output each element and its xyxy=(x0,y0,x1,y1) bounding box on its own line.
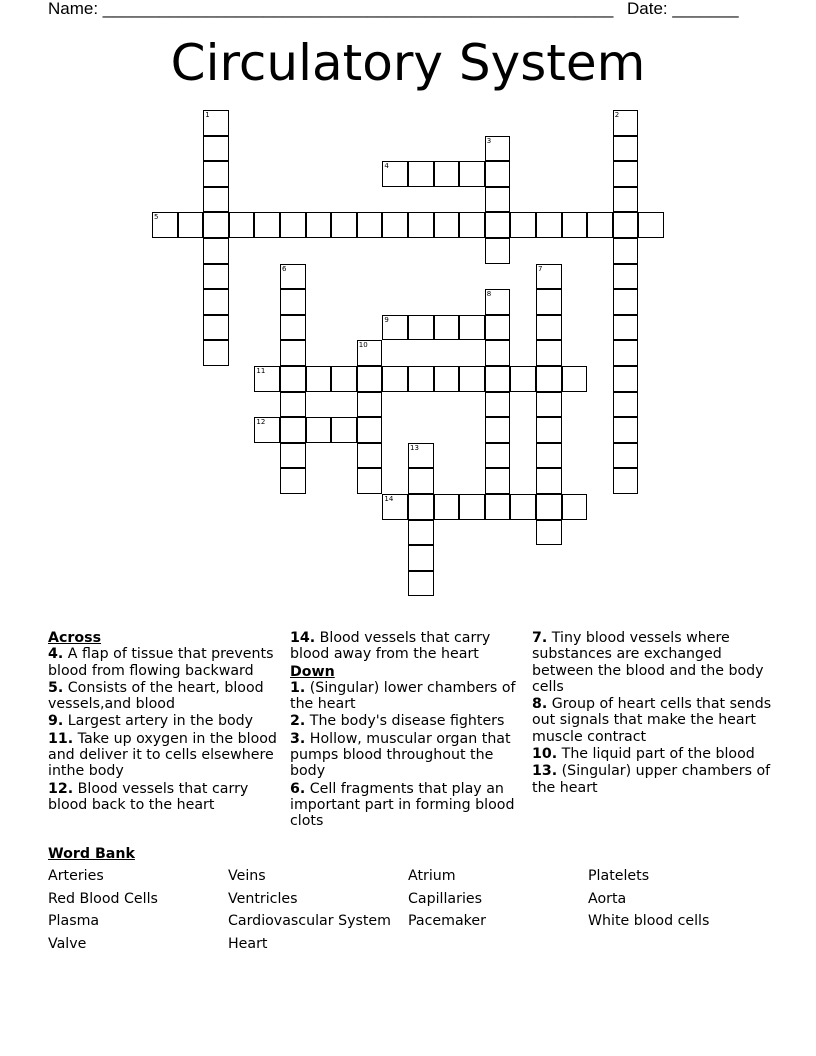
grid-cell[interactable] xyxy=(485,443,511,469)
clue-number-label: 11 xyxy=(256,367,266,375)
clue-number-label: 10 xyxy=(358,341,368,350)
word-bank-item: Atrium xyxy=(408,868,456,884)
word-bank-item: Heart xyxy=(228,936,268,952)
grid-cell[interactable] xyxy=(485,340,511,366)
grid-cell[interactable] xyxy=(357,443,383,469)
clue-number-label: 3 xyxy=(486,136,492,145)
clue-number: 3. xyxy=(290,730,306,747)
grid-cell[interactable] xyxy=(536,340,562,366)
word-bank-item: Ventricles xyxy=(228,891,298,907)
grid-cell[interactable] xyxy=(203,315,229,341)
grid-cell[interactable] xyxy=(434,161,460,187)
clues-column-1 xyxy=(48,630,280,814)
grid-cell[interactable] xyxy=(203,161,229,187)
grid-cell[interactable] xyxy=(357,212,383,238)
clue-number: 12. xyxy=(48,780,74,797)
grid-cell[interactable] xyxy=(536,443,562,469)
clue-number-label: 6 xyxy=(282,264,287,273)
clue-text: Blood vessels that carry blood back to the heart xyxy=(48,780,249,813)
clue-number-label: 13 xyxy=(410,443,419,452)
down-clue xyxy=(532,763,772,796)
down-clue xyxy=(290,680,522,713)
grid-cell[interactable] xyxy=(408,494,434,520)
grid-cell[interactable] xyxy=(536,494,562,520)
grid-cell[interactable] xyxy=(408,520,434,546)
clue-number-label: 9 xyxy=(384,315,389,324)
clue-text: Largest artery in the body xyxy=(63,713,254,730)
grid-cell[interactable] xyxy=(613,264,639,290)
grid-cell[interactable] xyxy=(280,315,306,341)
clue-number: 2. xyxy=(290,713,306,730)
grid-cell[interactable] xyxy=(434,212,460,238)
grid-cell[interactable] xyxy=(408,571,434,597)
across-clue xyxy=(48,713,280,729)
clue-number: 5. xyxy=(48,679,64,696)
clue-number: 9. xyxy=(48,713,64,730)
clue-number: 11. xyxy=(48,730,74,747)
grid-cell[interactable] xyxy=(613,136,639,162)
grid-cell[interactable] xyxy=(280,443,306,469)
clue-number-label: 14 xyxy=(384,495,394,503)
word-bank-item: Veins xyxy=(228,868,266,884)
grid-cell[interactable] xyxy=(485,366,511,392)
grid-cell[interactable] xyxy=(382,212,408,238)
clue-number: 13. xyxy=(532,763,558,780)
across-clue xyxy=(48,646,280,679)
grid-cell[interactable] xyxy=(485,417,511,443)
word-bank-item: Platelets xyxy=(588,868,650,884)
grid-cell[interactable] xyxy=(280,366,306,392)
grid-cell[interactable] xyxy=(562,366,588,392)
grid-cell[interactable] xyxy=(382,366,408,392)
grid-cell[interactable] xyxy=(331,366,357,392)
grid-cell[interactable] xyxy=(638,212,664,238)
grid-cell[interactable] xyxy=(434,315,460,341)
down-clue xyxy=(290,713,522,729)
grid-cell[interactable] xyxy=(485,315,511,341)
clue-text: (Singular) upper chambers of the heart xyxy=(532,763,771,796)
grid-cell[interactable] xyxy=(203,187,229,213)
grid-cell[interactable] xyxy=(485,494,511,520)
grid-cell[interactable] xyxy=(536,212,562,238)
grid-cell[interactable] xyxy=(434,366,460,392)
clue-number-label: 8 xyxy=(486,290,492,299)
grid-cell[interactable] xyxy=(408,366,434,392)
grid-cell[interactable] xyxy=(229,212,255,238)
clue-number-label: 2 xyxy=(614,111,620,119)
clue-number: 10. xyxy=(532,746,558,763)
grid-cell[interactable] xyxy=(510,366,536,392)
grid-cell[interactable] xyxy=(510,494,536,520)
clue-text: Hollow, muscular organ that pumps blood throughout the body xyxy=(290,730,511,780)
word-bank-item: Red Blood Cells xyxy=(48,891,158,907)
grid-cell[interactable] xyxy=(357,417,383,443)
date-field-label: Date: _______ xyxy=(627,0,739,18)
grid-cell[interactable] xyxy=(587,212,613,238)
grid-cell[interactable] xyxy=(485,468,511,494)
word-bank-item: Aorta xyxy=(588,891,627,907)
word-bank-item: Capillaries xyxy=(408,891,483,907)
grid-cell[interactable] xyxy=(331,417,357,443)
clue-number-label: 1 xyxy=(205,111,210,119)
grid-cell[interactable] xyxy=(178,212,204,238)
grid-cell[interactable] xyxy=(613,161,639,187)
grid-cell[interactable] xyxy=(536,392,562,418)
down-clue xyxy=(532,746,772,762)
clues-column-2 xyxy=(290,630,522,831)
clue-text: Group of heart cells that sends out signals that make the heart muscle contract xyxy=(532,696,772,745)
grid-cell[interactable] xyxy=(408,315,434,341)
clue-number: 8. xyxy=(532,696,548,713)
grid-cell[interactable] xyxy=(331,212,357,238)
grid-cell[interactable] xyxy=(613,392,639,418)
clue-text: Take up oxygen in the blood and deliver it to cells elsewhere inthe body xyxy=(48,730,277,780)
grid-cell[interactable] xyxy=(562,212,588,238)
page-title: Circulatory System xyxy=(170,34,646,92)
clues-column-3 xyxy=(532,630,772,797)
clue-number-label: 4 xyxy=(384,162,389,171)
grid-cell[interactable] xyxy=(306,417,332,443)
grid-cell[interactable] xyxy=(203,212,229,238)
grid-cell[interactable] xyxy=(408,545,434,571)
word-bank-item: Cardiovascular System xyxy=(228,913,391,929)
grid-cell[interactable] xyxy=(280,289,306,315)
grid-cell[interactable] xyxy=(613,468,639,494)
across-heading: Across xyxy=(48,630,102,646)
grid-cell[interactable] xyxy=(536,468,562,494)
grid-cell[interactable] xyxy=(613,212,639,238)
clue-text: The body's disease fighters xyxy=(305,713,505,730)
word-bank-item: Valve xyxy=(48,936,87,952)
grid-cell[interactable] xyxy=(485,392,511,418)
word-bank-item: Arteries xyxy=(48,868,104,884)
grid-cell[interactable] xyxy=(280,212,306,238)
down-clue xyxy=(532,630,772,695)
word-bank-item: White blood cells xyxy=(588,913,710,929)
grid-cell[interactable] xyxy=(357,468,383,494)
grid-cell[interactable] xyxy=(613,340,639,366)
grid-cell[interactable] xyxy=(510,212,536,238)
name-field-label: Name: ______________________________________________________ xyxy=(48,0,614,18)
grid-cell[interactable] xyxy=(280,392,306,418)
clue-number-label: 12 xyxy=(256,418,266,427)
across-clue xyxy=(48,731,280,780)
down-heading: Down xyxy=(290,663,335,680)
grid-cell[interactable] xyxy=(562,494,588,520)
clue-text: (Singular) lower chambers of the heart xyxy=(290,679,516,713)
clue-text: Blood vessels that carry blood away from the heart xyxy=(290,630,491,663)
grid-cell[interactable] xyxy=(613,417,639,443)
clue-number-label: 7 xyxy=(538,264,543,273)
down-clue xyxy=(532,696,772,745)
grid-cell[interactable] xyxy=(613,289,639,315)
grid-cell[interactable] xyxy=(357,392,383,418)
grid-cell[interactable] xyxy=(408,212,434,238)
grid-cell[interactable] xyxy=(459,494,485,520)
clue-number: 7. xyxy=(532,630,548,646)
grid-cell[interactable] xyxy=(459,366,485,392)
down-clue xyxy=(290,781,522,830)
grid-cell[interactable] xyxy=(203,340,229,366)
word-bank-item: Pacemaker xyxy=(408,913,486,929)
grid-cell[interactable] xyxy=(485,187,511,213)
grid-cell[interactable] xyxy=(254,212,280,238)
grid-cell[interactable] xyxy=(203,264,229,290)
clue-number: 4. xyxy=(48,646,64,663)
grid-cell[interactable] xyxy=(613,315,639,341)
clue-text: The liquid part of the blood xyxy=(557,746,755,763)
grid-cell[interactable] xyxy=(203,136,229,162)
grid-cell[interactable] xyxy=(536,366,562,392)
grid-cell[interactable] xyxy=(408,468,434,494)
grid-cell[interactable] xyxy=(280,417,306,443)
grid-cell[interactable] xyxy=(613,238,639,264)
grid-cell[interactable] xyxy=(536,289,562,315)
grid-cell[interactable] xyxy=(408,161,434,187)
grid-cell[interactable] xyxy=(485,238,511,264)
grid-cell[interactable] xyxy=(613,443,639,469)
grid-cell[interactable] xyxy=(357,366,383,392)
grid-cell[interactable] xyxy=(536,520,562,546)
word-bank-heading: Word Bank xyxy=(48,846,135,862)
grid-cell[interactable] xyxy=(485,212,511,238)
clue-text: Tiny blood vessels where substances are exchanged between the blood and the body cells xyxy=(532,630,764,695)
grid-cell[interactable] xyxy=(280,340,306,366)
clue-text: Cell fragments that play an important part in forming blood clots xyxy=(290,780,515,830)
grid-cell[interactable] xyxy=(459,212,485,238)
grid-cell[interactable] xyxy=(485,161,511,187)
clue-number: 14. xyxy=(290,630,316,646)
clue-text: Consists of the heart, blood vessels,and blood xyxy=(48,679,264,713)
grid-cell[interactable] xyxy=(434,494,460,520)
grid-cell[interactable] xyxy=(203,238,229,264)
grid-cell[interactable] xyxy=(459,315,485,341)
grid-cell[interactable] xyxy=(280,468,306,494)
across-clue xyxy=(48,781,280,814)
grid-cell[interactable] xyxy=(613,187,639,213)
across-clue xyxy=(48,680,280,713)
grid-cell[interactable] xyxy=(459,161,485,187)
clue-number: 6. xyxy=(290,780,306,797)
grid-cell[interactable] xyxy=(203,289,229,315)
grid-cell[interactable] xyxy=(536,417,562,443)
clue-text: A flap of tissue that prevents blood from flowing backward xyxy=(48,646,274,679)
word-bank-item: Plasma xyxy=(48,913,100,929)
down-clue xyxy=(290,731,522,780)
grid-cell[interactable] xyxy=(306,366,332,392)
clue-number-label: 5 xyxy=(154,213,159,222)
across-clue xyxy=(290,630,522,663)
grid-cell[interactable] xyxy=(536,315,562,341)
clue-number: 1. xyxy=(290,679,306,696)
grid-cell[interactable] xyxy=(306,212,332,238)
grid-cell[interactable] xyxy=(613,366,639,392)
